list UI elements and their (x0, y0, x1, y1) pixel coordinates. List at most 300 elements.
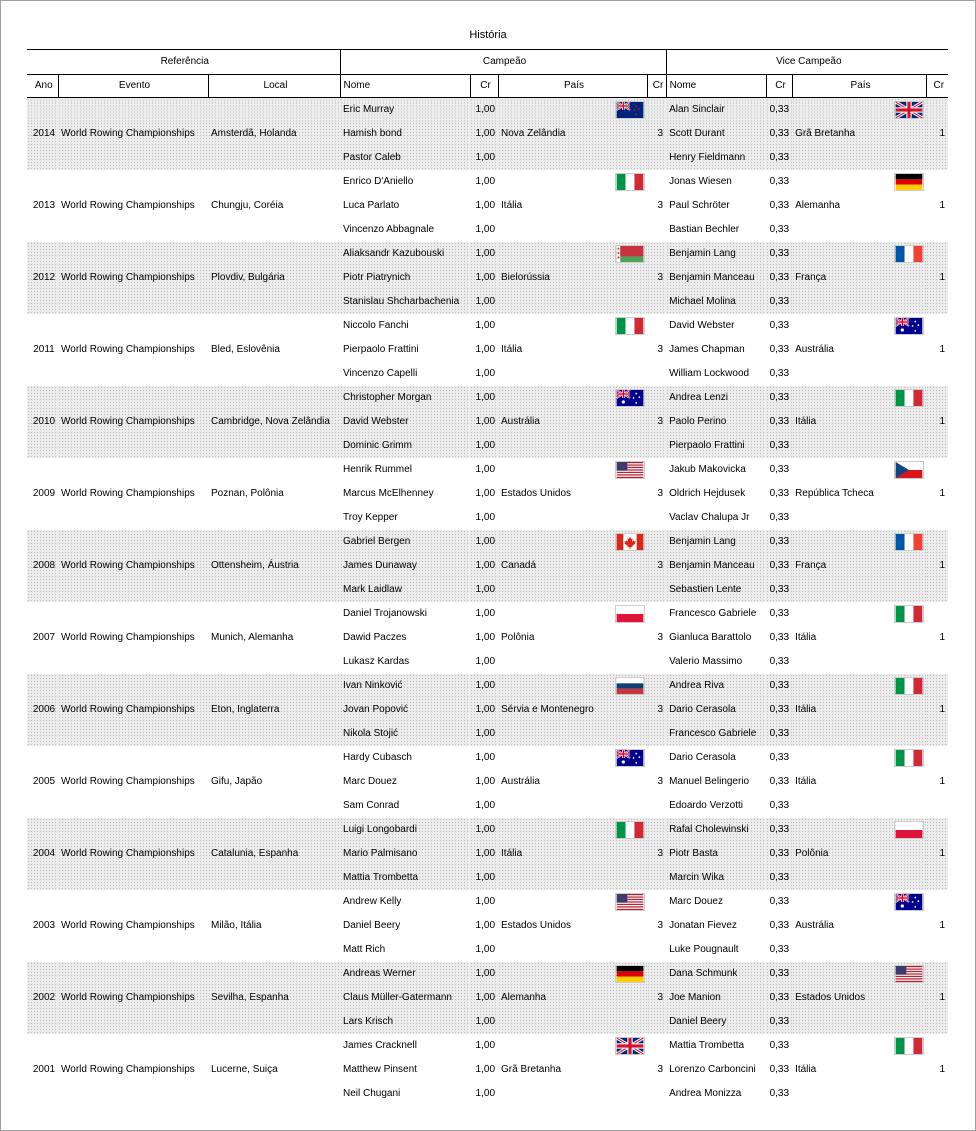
belarus-flag-icon (615, 245, 645, 263)
cell-champion-cr: 1,00 (470, 266, 498, 290)
table-row (27, 938, 948, 962)
cell-ano (27, 290, 58, 314)
cell-evento (58, 1082, 208, 1106)
cell-vice-country (792, 650, 926, 674)
cell-champion-name: Claus Müller-Gatermann (340, 986, 470, 1010)
cell-local (208, 146, 340, 170)
cell-champion-cr: 1,00 (475, 752, 496, 763)
cell-champion-name: James Dunaway (340, 554, 470, 578)
cell-champion-name: David Webster (340, 410, 470, 434)
new-zealand-flag-icon (615, 101, 645, 119)
cell-champion-cr: 1,00 (475, 200, 496, 211)
cell-vice-name: Vaclav Chalupa Jr (669, 512, 750, 523)
cell-vice-country (792, 146, 926, 170)
cell-vice-flag (792, 314, 926, 338)
cell-vice-cr: 0,33 (769, 608, 790, 619)
cell-vice-cr: 0,33 (766, 818, 792, 842)
cell-champion-cr: 1,00 (470, 866, 498, 890)
cell-vice-cr: 0,33 (766, 962, 792, 986)
cell-local: Poznan, Polônia (211, 488, 284, 499)
cell-vice-total (926, 578, 948, 602)
cell-ano (27, 650, 58, 674)
cell-champion-name: Stanislau Shcharbachenia (340, 290, 470, 314)
cell-vice-name: Joe Manion (666, 986, 766, 1010)
cell-local (208, 290, 340, 314)
table-row (27, 842, 948, 866)
cell-champion-name: Matt Rich (343, 944, 386, 955)
serbia-montenegro-flag-icon (615, 677, 645, 695)
cell-vice-name: Sebastien Lente (666, 578, 766, 602)
cell-champion-total (647, 1034, 666, 1058)
cell-champion-flag (498, 746, 647, 770)
cell-vice-country (792, 722, 926, 746)
cell-evento (58, 962, 208, 986)
cell-champion-name: Neil Chugani (343, 1088, 401, 1099)
header-vice-campeao: Vice Campeão (666, 50, 948, 75)
cell-ano: 2002 (27, 986, 58, 1010)
cell-vice-cr: 0,33 (769, 656, 790, 667)
cell-vice-country: Alemanha (795, 200, 841, 211)
cell-champion-name: Mario Palmisano (340, 842, 470, 866)
table-row (27, 506, 948, 530)
cell-local (208, 170, 340, 194)
cell-evento: World Rowing Championships (61, 920, 195, 931)
cell-vice-cr: 0,33 (769, 896, 790, 907)
cell-vice-name: Valerio Massimo (669, 656, 743, 667)
cell-champion-name: Pastor Caleb (340, 146, 470, 170)
cell-vice-country (792, 218, 926, 242)
cell-champion-name: Ivan Ninković (340, 674, 470, 698)
cell-vice-country (792, 938, 926, 962)
cell-champion-total: 3 (647, 266, 666, 290)
cell-champion-country (498, 290, 647, 314)
cell-champion-cr: 1,00 (470, 242, 498, 266)
cell-vice-total (926, 602, 948, 626)
cell-champion-cr: 1,00 (475, 344, 496, 355)
cell-vice-name: Mattia Trombetta (669, 1040, 745, 1051)
cell-local (208, 314, 340, 338)
table-row (27, 698, 948, 722)
cell-ano (27, 890, 58, 914)
cell-local: Gifu, Japão (211, 776, 263, 787)
cell-champion-flag (498, 458, 647, 482)
cell-vice-flag (792, 98, 926, 123)
cell-vice-name: Benjamin Lang (666, 242, 766, 266)
cell-ano (27, 506, 58, 530)
cell-vice-name: Piotr Basta (666, 842, 766, 866)
cell-ano (27, 746, 58, 770)
table-row (27, 122, 948, 146)
cell-champion-flag (498, 242, 647, 266)
cell-ano (27, 170, 58, 194)
cell-champion-total: 3 (647, 554, 666, 578)
cell-vice-country: Itália (792, 410, 926, 434)
cell-champion-country (498, 146, 647, 170)
cell-champion-cr: 1,00 (470, 554, 498, 578)
table-row (27, 722, 948, 746)
cell-local: Bled, Eslovênia (211, 344, 280, 355)
cell-vice-total: 1 (926, 410, 948, 434)
history-table (27, 49, 948, 1106)
cell-vice-name: Michael Molina (666, 290, 766, 314)
cell-vice-cr: 0,33 (766, 290, 792, 314)
cell-champion-name: Pierpaolo Frattini (343, 344, 419, 355)
table-row (27, 242, 948, 266)
table-row (27, 290, 948, 314)
cell-champion-total: 3 (657, 488, 664, 499)
table-row (27, 170, 948, 194)
cell-vice-country: Austrália (795, 344, 834, 355)
cell-local: Catalunia, Espanha (208, 842, 340, 866)
cell-local (208, 650, 340, 674)
cell-vice-total (926, 938, 948, 962)
cell-vice-cr: 0,33 (769, 488, 790, 499)
cell-champion-cr: 1,00 (475, 1040, 496, 1051)
cell-vice-country: República Tcheca (795, 488, 874, 499)
cell-champion-cr: 1,00 (470, 290, 498, 314)
cell-ano (27, 242, 58, 266)
cell-vice-country (792, 1010, 926, 1034)
col-header-vice-cr-total: Cr (926, 75, 948, 98)
cell-ano (27, 530, 58, 554)
cell-evento (58, 1010, 208, 1034)
page-title: História (469, 29, 507, 41)
italy-flag-icon (894, 1037, 924, 1055)
usa-flag-icon (615, 893, 645, 911)
cell-champion-name: Dawid Paczes (343, 632, 407, 643)
cell-champion-country (498, 650, 647, 674)
table-row (27, 338, 948, 362)
cell-champion-name: Marcus McElhenney (343, 488, 434, 499)
cell-local (208, 530, 340, 554)
cell-champion-country (498, 578, 647, 602)
cell-champion-cr: 1,00 (475, 632, 496, 643)
cell-vice-country (792, 794, 926, 818)
cell-local: Lucerne, Suiça (211, 1064, 278, 1075)
cell-champion-country: Itália (498, 842, 647, 866)
cell-champion-total: 3 (647, 986, 666, 1010)
cell-vice-flag (792, 1034, 926, 1058)
cell-local (208, 218, 340, 242)
cell-local (208, 818, 340, 842)
cell-champion-total (647, 578, 666, 602)
cell-vice-country (792, 362, 926, 386)
cell-champion-total (647, 242, 666, 266)
table-row (27, 1034, 948, 1058)
cell-vice-total (926, 1082, 948, 1106)
cell-ano (27, 458, 58, 482)
cell-vice-name: Jakub Makovicka (669, 464, 746, 475)
cell-vice-flag (792, 746, 926, 770)
cell-champion-cr: 1,00 (470, 530, 498, 554)
table-row (27, 1058, 948, 1082)
cell-ano: 2004 (27, 842, 58, 866)
cell-vice-cr: 0,33 (769, 320, 790, 331)
cell-ano: 2005 (32, 776, 56, 787)
cell-evento (58, 866, 208, 890)
cell-champion-cr: 1,00 (470, 962, 498, 986)
cell-vice-total (926, 146, 948, 170)
cell-champion-name: Eric Murray (340, 98, 470, 123)
great-britain-flag-icon (894, 101, 924, 119)
cell-vice-total (926, 962, 948, 986)
cell-ano (27, 722, 58, 746)
cell-vice-total (926, 218, 948, 242)
cell-vice-name: Lorenzo Carboncini (669, 1064, 756, 1075)
cell-evento (58, 386, 208, 410)
cell-vice-cr: 0,33 (766, 986, 792, 1010)
cell-evento: World Rowing Championships (61, 344, 195, 355)
cell-champion-total (647, 866, 666, 890)
cell-local: Sevilha, Espanha (208, 986, 340, 1010)
cell-evento: World Rowing Championships (58, 842, 208, 866)
table-row (27, 194, 948, 218)
cell-vice-name: Marcin Wika (666, 866, 766, 890)
cell-champion-total: 3 (657, 200, 664, 211)
cell-vice-name: Daniel Beery (666, 1010, 766, 1034)
cell-champion-cr: 1,00 (475, 488, 496, 499)
cell-vice-total: 1 (939, 344, 946, 355)
cell-champion-total: 3 (657, 632, 664, 643)
cell-vice-flag (792, 170, 926, 194)
cell-local: Cambridge, Nova Zelândia (208, 410, 340, 434)
cell-evento (58, 818, 208, 842)
cell-champion-cr: 1,00 (475, 368, 496, 379)
cell-champion-cr: 1,00 (475, 512, 496, 523)
cell-champion-total (647, 98, 666, 123)
cell-ano (27, 866, 58, 890)
cell-vice-flag (792, 962, 926, 986)
cell-vice-cr: 0,33 (766, 866, 792, 890)
cell-vice-total (926, 506, 948, 530)
cell-vice-name: Marc Douez (669, 896, 723, 907)
italy-flag-icon (894, 677, 924, 695)
cell-vice-total: 1 (926, 986, 948, 1010)
cell-evento (58, 314, 208, 338)
cell-vice-cr: 0,33 (766, 842, 792, 866)
cell-vice-cr: 0,33 (766, 146, 792, 170)
cell-vice-cr: 0,33 (766, 1010, 792, 1034)
cell-champion-name: Matthew Pinsent (343, 1064, 417, 1075)
cell-champion-country: Sérvia e Montenegro (498, 698, 647, 722)
cell-champion-total (647, 818, 666, 842)
cell-champion-name: Mattia Trombetta (340, 866, 470, 890)
table-row (27, 362, 948, 386)
table-row (27, 146, 948, 170)
italy-flag-icon (894, 389, 924, 407)
cell-vice-country (792, 578, 926, 602)
cell-evento (58, 98, 208, 123)
cell-local (208, 362, 340, 386)
cell-local (208, 434, 340, 458)
cell-champion-country: Nova Zelândia (498, 122, 647, 146)
cell-vice-total (926, 1034, 948, 1058)
table-row (27, 98, 948, 123)
cell-vice-total: 1 (926, 698, 948, 722)
cell-champion-name: Sam Conrad (343, 800, 400, 811)
cell-evento (58, 170, 208, 194)
cell-vice-cr: 0,33 (769, 176, 790, 187)
cell-champion-cr: 1,00 (475, 224, 496, 235)
cell-champion-cr: 1,00 (475, 1088, 496, 1099)
col-header-vice-nome: Nome (666, 75, 766, 98)
cell-vice-name: Dario Cerasola (669, 752, 736, 763)
cell-champion-country (498, 218, 647, 242)
cell-champion-total (647, 458, 666, 482)
cell-vice-name: Dario Cerasola (666, 698, 766, 722)
cell-vice-total (926, 794, 948, 818)
cell-evento (58, 290, 208, 314)
cell-vice-flag (792, 242, 926, 266)
cell-vice-cr: 0,33 (769, 752, 790, 763)
france-flag-icon (894, 245, 924, 263)
cell-champion-total (647, 722, 666, 746)
cell-local (208, 746, 340, 770)
cell-vice-total (926, 386, 948, 410)
australia-flag-icon (894, 317, 924, 335)
cell-champion-total (647, 1010, 666, 1034)
cell-vice-name: David Webster (669, 320, 735, 331)
cell-vice-name: Luke Pougnault (669, 944, 739, 955)
cell-vice-total (926, 890, 948, 914)
cell-champion-name: Hamish bond (340, 122, 470, 146)
cell-ano (27, 578, 58, 602)
cell-ano: 2011 (33, 344, 55, 355)
cell-champion-flag (498, 818, 647, 842)
cell-champion-country: Bielorússia (498, 266, 647, 290)
table-row (27, 890, 948, 914)
table-row (27, 818, 948, 842)
cell-champion-country: Estados Unidos (501, 488, 572, 499)
cell-local (208, 506, 340, 530)
cell-champion-name: Daniel Trojanowski (343, 608, 427, 619)
cell-vice-total: 1 (926, 842, 948, 866)
cell-champion-name: Andrew Kelly (343, 896, 402, 907)
table-row (27, 218, 948, 242)
cell-champion-country (498, 866, 647, 890)
cell-ano: 2007 (32, 632, 56, 643)
italy-flag-icon (615, 821, 645, 839)
cell-vice-name: Scott Durant (666, 122, 766, 146)
cell-vice-name: Alan Sinclair (666, 98, 766, 123)
italy-flag-icon (615, 173, 645, 191)
cell-vice-cr: 0,33 (766, 242, 792, 266)
cell-champion-cr: 1,00 (470, 146, 498, 170)
table-row (27, 674, 948, 698)
cell-champion-name: Aliaksandr Kazubouski (340, 242, 470, 266)
cell-local: Amsterdã, Holanda (208, 122, 340, 146)
cell-local (208, 386, 340, 410)
cell-local (208, 962, 340, 986)
cell-vice-name: Andrea Lenzi (666, 386, 766, 410)
cell-champion-flag (498, 602, 647, 626)
cell-vice-name: Edoardo Verzotti (669, 800, 743, 811)
cell-champion-total (647, 938, 666, 962)
cell-champion-name: Luigi Longobardi (340, 818, 470, 842)
cell-evento: World Rowing Championships (58, 986, 208, 1010)
cell-vice-cr: 0,33 (766, 434, 792, 458)
cell-champion-total (647, 386, 666, 410)
cell-champion-cr: 1,00 (475, 1064, 496, 1075)
table-row (27, 410, 948, 434)
cell-champion-country: Austrália (498, 410, 647, 434)
table-row (27, 866, 948, 890)
cell-vice-cr: 0,33 (766, 266, 792, 290)
cell-champion-total (647, 290, 666, 314)
cell-evento (58, 242, 208, 266)
cell-vice-cr: 0,33 (769, 1040, 790, 1051)
cell-vice-total: 1 (939, 632, 946, 643)
cell-vice-country: Itália (795, 776, 817, 787)
australia-flag-icon (615, 389, 645, 407)
cell-evento: World Rowing Championships (58, 410, 208, 434)
cell-ano (27, 1082, 58, 1106)
cell-champion-name: Andreas Werner (340, 962, 470, 986)
usa-flag-icon (894, 965, 924, 983)
cell-champion-name: Gabriel Bergen (340, 530, 470, 554)
cell-champion-name: James Cracknell (343, 1040, 417, 1051)
table-row (27, 1010, 948, 1034)
cell-champion-cr: 1,00 (475, 176, 496, 187)
cell-local (208, 1010, 340, 1034)
cell-champion-cr: 1,00 (470, 98, 498, 123)
cell-champion-cr: 1,00 (470, 986, 498, 1010)
cell-evento (58, 650, 208, 674)
cell-vice-name: Benjamin Manceau (666, 266, 766, 290)
cell-champion-country: Canadá (498, 554, 647, 578)
cell-vice-cr: 0,33 (769, 1064, 790, 1075)
table-row (27, 434, 948, 458)
cell-champion-country (498, 434, 647, 458)
cell-vice-cr: 0,33 (769, 800, 790, 811)
cell-local: Milão, Itália (211, 920, 262, 931)
cell-evento: World Rowing Championships (58, 698, 208, 722)
france-flag-icon (894, 533, 924, 551)
cell-evento (58, 578, 208, 602)
cell-ano (27, 818, 58, 842)
cell-local (208, 1034, 340, 1058)
cell-vice-total (926, 746, 948, 770)
cell-vice-name: Rafal Cholewinski (666, 818, 766, 842)
cell-evento (58, 602, 208, 626)
table-row (27, 914, 948, 938)
cell-vice-cr: 0,33 (769, 512, 790, 523)
cell-champion-total: 3 (647, 698, 666, 722)
cell-champion-name: Marc Douez (343, 776, 397, 787)
cell-vice-total (926, 722, 948, 746)
cell-evento (58, 506, 208, 530)
cell-champion-name: Lukasz Kardas (343, 656, 410, 667)
cell-champion-flag (498, 98, 647, 123)
cell-champion-cr: 1,00 (475, 776, 496, 787)
cell-champion-cr: 1,00 (475, 800, 496, 811)
cell-evento: World Rowing Championships (61, 200, 195, 211)
cell-vice-country: Itália (792, 698, 926, 722)
cell-champion-total: 3 (647, 842, 666, 866)
cell-local (208, 674, 340, 698)
table-row (27, 770, 948, 794)
cell-vice-name: Pierpaolo Frattini (666, 434, 766, 458)
table-row (27, 386, 948, 410)
cell-local (208, 578, 340, 602)
cell-vice-total (926, 242, 948, 266)
cell-champion-cr: 1,00 (470, 434, 498, 458)
cell-champion-cr: 1,00 (470, 842, 498, 866)
cell-vice-cr: 0,33 (766, 698, 792, 722)
cell-vice-total (926, 530, 948, 554)
cell-ano: 2010 (27, 410, 58, 434)
cell-evento: World Rowing Championships (58, 122, 208, 146)
